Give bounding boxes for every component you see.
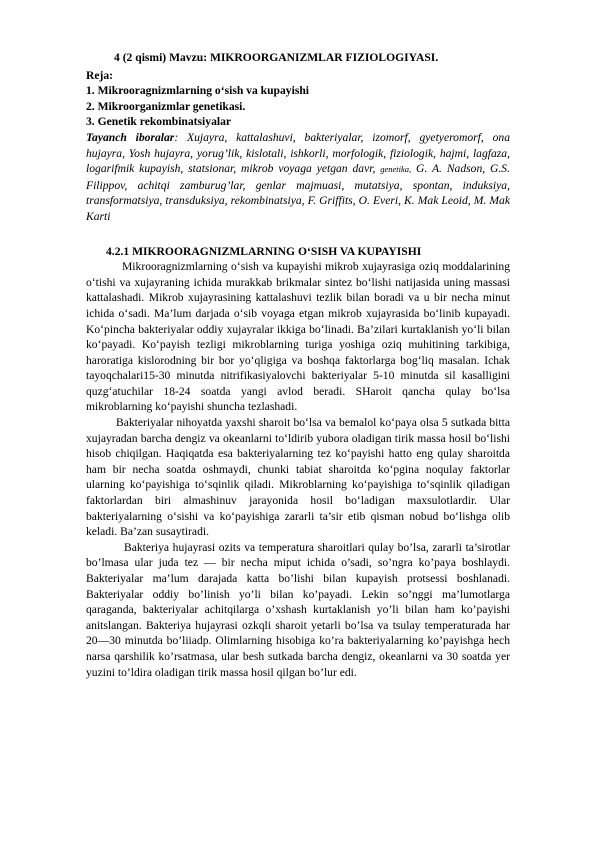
page-title: 4 (2 qismi) Mavzu: MIKROORGANIZMLAR FIZIOLOGIYASI. bbox=[114, 51, 439, 64]
document-page bbox=[86, 50, 510, 680]
section-title: 4.2.1 MIKROORAGNIZMLARNING O‘SISH VA KUPAYISHI bbox=[106, 244, 422, 258]
keywords-text: : Xujayra, kattalashuvi, bakteriyalar, izomorf, gyetyeromorf, ona hujayra, Yosh hujayra, yorug’lik, kislotali, ishkorli, morfologik, fiziologik, hajmi, lagfaza, logarifmik kupayish, statsionar, mikrob voyaga yetgan davr, bbox=[86, 130, 511, 176]
plan-item-1: 1. Mikrooragnizmlarning o‘sish va kupayishi bbox=[86, 84, 310, 98]
plan-item-2: 2. Mikroorganizmlar genetikasi. bbox=[86, 99, 246, 113]
paragraph-1: Mikrooragnizmlarning o‘sish va kupayishi mikrob xujayrasiga oziq moddalarining o‘tishi va xujayraning ichida murakkab brikmalar sintez bo‘lishi natijasida uning massasi kattalashadi. Mikrob xujayrasining kattalashuvi tezlik bilan boradi va u bir necha minut ichida o‘sadi. Ma’lum darjada o‘sib voyaga etgan mikrob xujayrasida bo‘linib kupayadi. Ko‘pincha bakteriyalar oddiy xujayralar ikkiga bo‘linadi. Ba’zilari kurtaklanish yo‘li bilan ko‘payadi. Ko‘payish tezligi mikroblarning turiga yoshiga oziq muhitining tarkibiga, haroratiga kislorodning bir bor yo‘qligiga va boshqa faktorlarga bog‘liq masalan. Ichak tayoqchalari15-30 minutda nitrifikasiyalovchi bakteriyalar 5-10 minutda sil kasalligini quzg‘atuchilar 18-24 soatda yangi avlod beradi. SHaroit qancha qulay bo‘lsa mikroblarning ko‘payishi shuncha tezlashadi. bbox=[86, 260, 510, 414]
plan-item-3: 3. Genetik rekombinatsiyalar bbox=[86, 115, 232, 129]
keywords-text-end: G. A. Nadson, G.S. Filippov, achitqi zamburug’lar, genlar majmuasi, mutatsiya, spontan, induksiya, transformatsiya, transduksiya, rekombinatsiya, F. Griffits, O. Everi, K. Mak Leoid, M. Mak Karti bbox=[86, 162, 510, 223]
keywords-small-text: genetika, bbox=[380, 164, 412, 175]
plan-label: Reja: bbox=[86, 68, 114, 82]
paragraph-3: Bakteriya hujayrasi ozits va temperatura sharoitlari qulay bo’lsa, zararli ta’sirotlar bo’lmasa ular juda tez — bir necha miput ichida o’sadi, so’ngra ko’paya boshlaydi. Bakteriyalar ma’lum darajada katta bo’lishi bilan kupayish protsessi boshlanadi. Bakteriyalar oddiy bo’linish yo’li bilan ko’payadi. Lekin so’nggi ma’lumotlarga qaraganda, bakteriyalar achitqilarga o’xshash kurtaklanish yo’li bilan ham ko’payishi anitslangan. Bakteriya hujayrasi ozkqli sharoit yetarli bo’lsa va tsulay temperaturada har 20—30 minutda bo’liiadp. Olimlarning hisobiga ko’ra bakteriyalarning ko’payishga hech narsa qarshilik ko’rsatmasa, ular besh sutkada barcha dengiz, okeanlarni va 30 soatda yer yuzini to’ldira oladigan tirik massa hosil qilgan bo’lur edi. bbox=[86, 540, 510, 679]
paragraph-2: Bakteriyalar nihoyatda yaxshi sharoit bo‘lsa va bemalol ko‘paya olsa 5 sutkada bitta xujayradan barcha dengiz va okeanlarni to‘ldirib yubora oladigan tirik massa hosil bo‘lishi hisob chiqilgan. Haqiqatda esa bakteriyalarning tez ko‘payishi hatto eng qulay sharoitda ham bir necha soatda oshmaydi, chunki tabiat sharoitda ko‘pgina noqulay faktorlar ularning ko‘payishiga to‘sqinlik qiladi. Mikroblarning ko‘payishiga to‘sqinlik qiladigan faktorlardan biri almashinuv jarayonida hosil bo‘ladigan maxsulotlardir. Ular bakteriyalarning o‘sishi va ko‘payishiga zararli ta’sir etib qisman nobud bo‘lishga olib keladi. Ba’zan susaytiradi. bbox=[86, 416, 510, 539]
keywords-block bbox=[86, 130, 510, 225]
keywords-label: Tayanch iboralar bbox=[86, 130, 175, 144]
